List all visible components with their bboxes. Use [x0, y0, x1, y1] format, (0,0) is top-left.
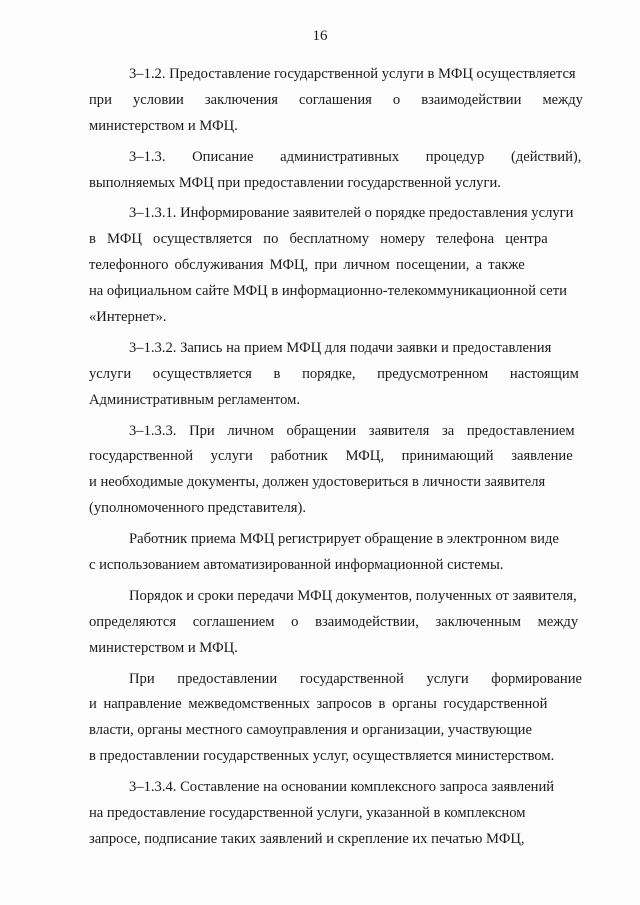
text-line: при условии заключения соглашения о взаимодействии между	[89, 91, 583, 108]
text-line: государственной услуги работник МФЦ, принимающий заявление	[89, 448, 573, 465]
text-line: Порядок и сроки передачи МФЦ документов, полученных от заявителя,	[129, 587, 577, 604]
text-line: в предоставлении государственных услуг, осуществляется министерством.	[89, 748, 555, 765]
text-line: выполняемых МФЦ при предоставлении государственной услуги.	[89, 174, 501, 191]
text-line: 3–1.3.4. Составление на основании комплексного запроса заявлений	[129, 779, 555, 796]
paragraph	[89, 336, 583, 414]
text-line: (уполномоченного представителя).	[89, 500, 307, 517]
paragraph	[89, 527, 583, 579]
paragraph	[89, 201, 583, 330]
paragraph	[89, 145, 583, 197]
text-line: и необходимые документы, должен удостовериться в личности заявителя	[89, 474, 546, 491]
text-line: власти, органы местного самоуправления и организации, участвующие	[89, 722, 532, 739]
text-line: на официальном сайте МФЦ в информационно-телекоммуникационной сети	[89, 283, 567, 300]
page-number: 16	[312, 28, 328, 44]
text-line: запросе, подписание таких заявлений и скрепление их печатью МФЦ,	[89, 830, 525, 847]
paragraph	[89, 775, 583, 853]
text-line: Административным регламентом.	[89, 391, 301, 408]
text-line: министерством и МФЦ.	[89, 117, 238, 134]
paragraph	[89, 62, 583, 140]
text-line: с использованием автоматизированной информационной системы.	[89, 557, 504, 574]
paragraph	[89, 419, 583, 523]
text-line: услуги осуществляется в порядке, предусмотренном настоящим	[89, 365, 579, 382]
text-line: 3–1.3. Описание административных процедур (действий),	[129, 148, 582, 165]
text-line: 3–1.3.2. Запись на прием МФЦ для подачи заявки и предоставления	[129, 339, 552, 356]
text-line: Работник приема МФЦ регистрирует обращение в электронном виде	[129, 531, 559, 548]
paragraph	[89, 584, 583, 662]
text-line: на предоставление государственной услуги, указанной в комплексном	[89, 805, 526, 822]
text-line: телефонного обслуживания МФЦ, при личном посещении, а также	[89, 257, 525, 274]
text-line: в МФЦ осуществляется по бесплатному номеру телефона центра	[89, 231, 548, 248]
text-line: определяются соглашением о взаимодействии, заключенным между	[89, 613, 579, 630]
text-line: министерством и МФЦ.	[89, 639, 238, 656]
text-line: 3–1.3.1. Информирование заявителей о порядке предоставления услуги	[129, 205, 574, 222]
document-body	[89, 62, 583, 853]
text-line: 3–1.2. Предоставление государственной услуги в МФЦ осуществляется	[129, 66, 576, 82]
text-line: и направление межведомственных запросов в органы государственной	[89, 696, 548, 713]
paragraph	[89, 667, 583, 771]
text-line: При предоставлении государственной услуги формирование	[129, 670, 583, 687]
text-line: «Интернет».	[89, 309, 167, 326]
text-line: 3–1.3.3. При личном обращении заявителя за предоставлением	[129, 422, 575, 439]
